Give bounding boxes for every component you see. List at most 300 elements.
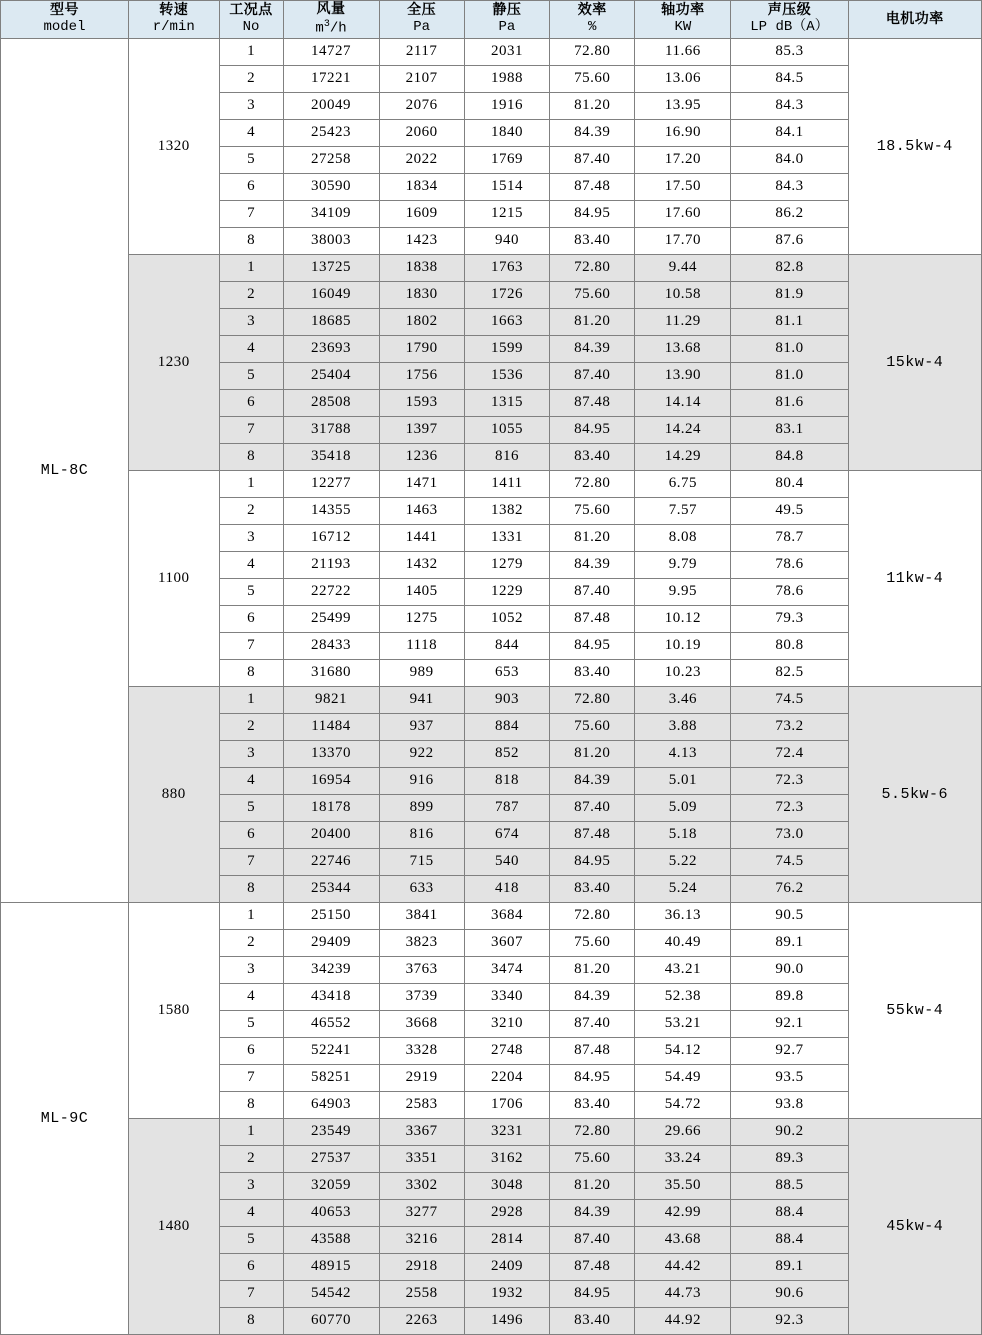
cell-efficiency: 72.80 — [550, 470, 635, 497]
cell-efficiency: 75.60 — [550, 929, 635, 956]
cell-operating-point: 6 — [219, 605, 283, 632]
cell-airflow: 54542 — [283, 1280, 379, 1307]
cell-efficiency: 84.39 — [550, 551, 635, 578]
cell-shaft-power: 3.88 — [635, 713, 731, 740]
cell-total-pressure: 633 — [379, 875, 464, 902]
cell-operating-point: 1 — [219, 1118, 283, 1145]
cell-shaft-power: 10.58 — [635, 281, 731, 308]
cell-efficiency: 84.95 — [550, 200, 635, 227]
cell-operating-point: 7 — [219, 200, 283, 227]
cell-operating-point: 7 — [219, 632, 283, 659]
cell-static-pressure: 940 — [464, 227, 549, 254]
cell-total-pressure: 2919 — [379, 1064, 464, 1091]
cell-sound-pressure: 89.8 — [731, 983, 848, 1010]
cell-total-pressure: 2107 — [379, 65, 464, 92]
cell-sound-pressure: 83.1 — [731, 416, 848, 443]
cell-operating-point: 1 — [219, 254, 283, 281]
cell-efficiency: 87.40 — [550, 578, 635, 605]
cell-static-pressure: 1599 — [464, 335, 549, 362]
cell-sound-pressure: 84.3 — [731, 173, 848, 200]
cell-operating-point: 4 — [219, 335, 283, 362]
cell-total-pressure: 3739 — [379, 983, 464, 1010]
header-total-pressure: 全压 Pa — [379, 1, 464, 39]
cell-sound-pressure: 88.4 — [731, 1226, 848, 1253]
header-motor-power: 电机功率 — [848, 1, 981, 39]
cell-shaft-power: 10.23 — [635, 659, 731, 686]
cell-operating-point: 5 — [219, 362, 283, 389]
cell-sound-pressure: 84.8 — [731, 443, 848, 470]
cell-shaft-power: 6.75 — [635, 470, 731, 497]
cell-operating-point: 4 — [219, 767, 283, 794]
cell-efficiency: 83.40 — [550, 227, 635, 254]
cell-operating-point: 2 — [219, 713, 283, 740]
cell-airflow: 11484 — [283, 713, 379, 740]
cell-airflow: 60770 — [283, 1307, 379, 1334]
cell-static-pressure: 540 — [464, 848, 549, 875]
cell-airflow: 34109 — [283, 200, 379, 227]
cell-efficiency: 83.40 — [550, 443, 635, 470]
cell-shaft-power: 7.57 — [635, 497, 731, 524]
cell-airflow: 12277 — [283, 470, 379, 497]
cell-static-pressure: 1229 — [464, 578, 549, 605]
cell-operating-point: 8 — [219, 659, 283, 686]
cell-efficiency: 83.40 — [550, 875, 635, 902]
cell-static-pressure: 787 — [464, 794, 549, 821]
cell-motor-power: 55kw-4 — [848, 902, 981, 1118]
cell-efficiency: 87.40 — [550, 794, 635, 821]
cell-operating-point: 6 — [219, 389, 283, 416]
cell-airflow: 13370 — [283, 740, 379, 767]
cell-sound-pressure: 78.6 — [731, 551, 848, 578]
cell-shaft-power: 4.13 — [635, 740, 731, 767]
cell-efficiency: 87.40 — [550, 362, 635, 389]
cell-sound-pressure: 86.2 — [731, 200, 848, 227]
cell-airflow: 58251 — [283, 1064, 379, 1091]
cell-operating-point: 8 — [219, 1307, 283, 1334]
cell-operating-point: 4 — [219, 983, 283, 1010]
cell-static-pressure: 3048 — [464, 1172, 549, 1199]
cell-efficiency: 87.48 — [550, 1037, 635, 1064]
cell-sound-pressure: 88.4 — [731, 1199, 848, 1226]
cell-efficiency: 87.40 — [550, 1226, 635, 1253]
cell-airflow: 43418 — [283, 983, 379, 1010]
cell-shaft-power: 54.12 — [635, 1037, 731, 1064]
cell-operating-point: 7 — [219, 1280, 283, 1307]
cell-total-pressure: 1236 — [379, 443, 464, 470]
cell-shaft-power: 17.50 — [635, 173, 731, 200]
cell-shaft-power: 5.18 — [635, 821, 731, 848]
cell-shaft-power: 13.90 — [635, 362, 731, 389]
cell-sound-pressure: 88.5 — [731, 1172, 848, 1199]
cell-efficiency: 81.20 — [550, 92, 635, 119]
cell-sound-pressure: 72.3 — [731, 767, 848, 794]
cell-shaft-power: 44.73 — [635, 1280, 731, 1307]
cell-shaft-power: 44.92 — [635, 1307, 731, 1334]
cell-airflow: 31680 — [283, 659, 379, 686]
cell-static-pressure: 818 — [464, 767, 549, 794]
cell-static-pressure: 816 — [464, 443, 549, 470]
cell-efficiency: 72.80 — [550, 1118, 635, 1145]
cell-sound-pressure: 93.5 — [731, 1064, 848, 1091]
cell-sound-pressure: 81.9 — [731, 281, 848, 308]
cell-total-pressure: 2918 — [379, 1253, 464, 1280]
cell-shaft-power: 11.66 — [635, 38, 731, 65]
cell-efficiency: 84.39 — [550, 119, 635, 146]
cell-efficiency: 87.48 — [550, 821, 635, 848]
cell-airflow: 13725 — [283, 254, 379, 281]
cell-airflow: 27258 — [283, 146, 379, 173]
cell-efficiency: 72.80 — [550, 686, 635, 713]
cell-total-pressure: 937 — [379, 713, 464, 740]
cell-airflow: 25344 — [283, 875, 379, 902]
cell-operating-point: 2 — [219, 65, 283, 92]
cell-efficiency: 84.39 — [550, 335, 635, 362]
header-efficiency: 效率 % — [550, 1, 635, 39]
cell-total-pressure: 816 — [379, 821, 464, 848]
cell-sound-pressure: 93.8 — [731, 1091, 848, 1118]
header-speed: 转速 r/min — [128, 1, 219, 39]
table-header — [1, 1, 982, 39]
cell-airflow: 30590 — [283, 173, 379, 200]
cell-airflow: 25404 — [283, 362, 379, 389]
cell-static-pressure: 653 — [464, 659, 549, 686]
cell-efficiency: 83.40 — [550, 1307, 635, 1334]
cell-efficiency: 87.48 — [550, 1253, 635, 1280]
cell-total-pressure: 3763 — [379, 956, 464, 983]
cell-shaft-power: 5.09 — [635, 794, 731, 821]
cell-shaft-power: 10.12 — [635, 605, 731, 632]
cell-efficiency: 87.48 — [550, 605, 635, 632]
cell-motor-power: 5.5kw-6 — [848, 686, 981, 902]
cell-shaft-power: 9.79 — [635, 551, 731, 578]
cell-total-pressure: 3823 — [379, 929, 464, 956]
cell-efficiency: 84.95 — [550, 848, 635, 875]
cell-total-pressure: 3841 — [379, 902, 464, 929]
cell-total-pressure: 2558 — [379, 1280, 464, 1307]
cell-operating-point: 3 — [219, 92, 283, 119]
cell-operating-point: 8 — [219, 443, 283, 470]
cell-operating-point: 8 — [219, 1091, 283, 1118]
cell-airflow: 22722 — [283, 578, 379, 605]
cell-total-pressure: 2060 — [379, 119, 464, 146]
cell-static-pressure: 3474 — [464, 956, 549, 983]
cell-motor-power: 15kw-4 — [848, 254, 981, 470]
cell-static-pressure: 1726 — [464, 281, 549, 308]
header-airflow: 风量 $m^3/h$ — [283, 1, 379, 39]
cell-total-pressure: 1756 — [379, 362, 464, 389]
cell-efficiency: 83.40 — [550, 659, 635, 686]
cell-sound-pressure: 76.2 — [731, 875, 848, 902]
header-operating-point: 工况点 No — [219, 1, 283, 39]
cell-efficiency: 72.80 — [550, 902, 635, 929]
cell-shaft-power: 43.21 — [635, 956, 731, 983]
cell-static-pressure: 1315 — [464, 389, 549, 416]
cell-speed: 1100 — [128, 470, 219, 686]
cell-efficiency: 72.80 — [550, 254, 635, 281]
cell-sound-pressure: 84.1 — [731, 119, 848, 146]
cell-total-pressure: 3302 — [379, 1172, 464, 1199]
cell-shaft-power: 42.99 — [635, 1199, 731, 1226]
cell-static-pressure: 903 — [464, 686, 549, 713]
cell-shaft-power: 53.21 — [635, 1010, 731, 1037]
table-row — [1, 470, 982, 497]
cell-shaft-power: 40.49 — [635, 929, 731, 956]
cell-airflow: 38003 — [283, 227, 379, 254]
cell-total-pressure: 922 — [379, 740, 464, 767]
cell-total-pressure: 1275 — [379, 605, 464, 632]
cell-speed: 1480 — [128, 1118, 219, 1334]
cell-shaft-power: 13.68 — [635, 335, 731, 362]
cell-airflow: 21193 — [283, 551, 379, 578]
cell-static-pressure: 3210 — [464, 1010, 549, 1037]
header-model: 型号 model — [1, 1, 129, 39]
cell-total-pressure: 3367 — [379, 1118, 464, 1145]
cell-static-pressure: 2748 — [464, 1037, 549, 1064]
cell-efficiency: 87.40 — [550, 1010, 635, 1037]
cell-airflow: 28508 — [283, 389, 379, 416]
cell-operating-point: 5 — [219, 146, 283, 173]
cell-operating-point: 6 — [219, 173, 283, 200]
cell-efficiency: 84.95 — [550, 1064, 635, 1091]
cell-total-pressure: 2583 — [379, 1091, 464, 1118]
cell-operating-point: 2 — [219, 929, 283, 956]
cell-total-pressure: 3351 — [379, 1145, 464, 1172]
cell-static-pressure: 3162 — [464, 1145, 549, 1172]
cell-efficiency: 75.60 — [550, 1145, 635, 1172]
cell-total-pressure: 3668 — [379, 1010, 464, 1037]
cell-shaft-power: 33.24 — [635, 1145, 731, 1172]
cell-sound-pressure: 72.3 — [731, 794, 848, 821]
cell-sound-pressure: 81.0 — [731, 362, 848, 389]
cell-efficiency: 75.60 — [550, 497, 635, 524]
cell-operating-point: 7 — [219, 1064, 283, 1091]
cell-static-pressure: 2031 — [464, 38, 549, 65]
cell-shaft-power: 17.20 — [635, 146, 731, 173]
cell-sound-pressure: 80.4 — [731, 470, 848, 497]
cell-sound-pressure: 79.3 — [731, 605, 848, 632]
table-body — [1, 38, 982, 1334]
cell-operating-point: 1 — [219, 902, 283, 929]
header-airflow-unit: $m^3/h$ — [315, 18, 347, 37]
cell-efficiency: 84.95 — [550, 632, 635, 659]
cell-static-pressure: 844 — [464, 632, 549, 659]
cell-sound-pressure: 84.3 — [731, 92, 848, 119]
cell-speed: 1320 — [128, 38, 219, 254]
cell-total-pressure: 1118 — [379, 632, 464, 659]
cell-airflow: 29409 — [283, 929, 379, 956]
cell-total-pressure: 989 — [379, 659, 464, 686]
cell-operating-point: 3 — [219, 308, 283, 335]
cell-airflow: 31788 — [283, 416, 379, 443]
cell-airflow: 9821 — [283, 686, 379, 713]
cell-sound-pressure: 74.5 — [731, 848, 848, 875]
cell-shaft-power: 14.24 — [635, 416, 731, 443]
cell-static-pressure: 1706 — [464, 1091, 549, 1118]
cell-total-pressure: 1790 — [379, 335, 464, 362]
cell-sound-pressure: 90.0 — [731, 956, 848, 983]
cell-speed: 1580 — [128, 902, 219, 1118]
cell-operating-point: 5 — [219, 794, 283, 821]
cell-sound-pressure: 80.8 — [731, 632, 848, 659]
cell-operating-point: 2 — [219, 497, 283, 524]
cell-efficiency: 75.60 — [550, 65, 635, 92]
cell-airflow: 64903 — [283, 1091, 379, 1118]
cell-shaft-power: 5.22 — [635, 848, 731, 875]
cell-static-pressure: 418 — [464, 875, 549, 902]
cell-operating-point: 6 — [219, 1037, 283, 1064]
cell-airflow: 17221 — [283, 65, 379, 92]
cell-shaft-power: 5.01 — [635, 767, 731, 794]
cell-shaft-power: 13.06 — [635, 65, 731, 92]
cell-airflow: 23549 — [283, 1118, 379, 1145]
cell-operating-point: 2 — [219, 1145, 283, 1172]
cell-shaft-power: 14.29 — [635, 443, 731, 470]
cell-shaft-power: 10.19 — [635, 632, 731, 659]
cell-airflow: 18178 — [283, 794, 379, 821]
cell-static-pressure: 1763 — [464, 254, 549, 281]
cell-sound-pressure: 81.1 — [731, 308, 848, 335]
cell-airflow: 52241 — [283, 1037, 379, 1064]
cell-operating-point: 3 — [219, 956, 283, 983]
cell-total-pressure: 1802 — [379, 308, 464, 335]
cell-motor-power: 18.5kw-4 — [848, 38, 981, 254]
cell-sound-pressure: 87.6 — [731, 227, 848, 254]
cell-total-pressure: 1432 — [379, 551, 464, 578]
cell-efficiency: 81.20 — [550, 740, 635, 767]
cell-sound-pressure: 90.2 — [731, 1118, 848, 1145]
cell-operating-point: 4 — [219, 551, 283, 578]
cell-shaft-power: 14.14 — [635, 389, 731, 416]
table-row — [1, 254, 982, 281]
cell-operating-point: 3 — [219, 524, 283, 551]
cell-sound-pressure: 92.7 — [731, 1037, 848, 1064]
cell-operating-point: 5 — [219, 1226, 283, 1253]
cell-static-pressure: 1496 — [464, 1307, 549, 1334]
cell-model: ML-9C — [1, 902, 129, 1334]
cell-static-pressure: 1382 — [464, 497, 549, 524]
cell-static-pressure: 1663 — [464, 308, 549, 335]
cell-static-pressure: 1840 — [464, 119, 549, 146]
cell-sound-pressure: 90.6 — [731, 1280, 848, 1307]
cell-total-pressure: 916 — [379, 767, 464, 794]
cell-speed: 880 — [128, 686, 219, 902]
cell-airflow: 16954 — [283, 767, 379, 794]
cell-sound-pressure: 72.4 — [731, 740, 848, 767]
cell-static-pressure: 3340 — [464, 983, 549, 1010]
cell-operating-point: 1 — [219, 686, 283, 713]
cell-static-pressure: 2928 — [464, 1199, 549, 1226]
cell-shaft-power: 8.08 — [635, 524, 731, 551]
cell-operating-point: 8 — [219, 227, 283, 254]
cell-static-pressure: 3684 — [464, 902, 549, 929]
cell-total-pressure: 941 — [379, 686, 464, 713]
cell-operating-point: 1 — [219, 470, 283, 497]
cell-sound-pressure: 82.8 — [731, 254, 848, 281]
cell-static-pressure: 1769 — [464, 146, 549, 173]
header-static-pressure: 静压 Pa — [464, 1, 549, 39]
cell-operating-point: 4 — [219, 1199, 283, 1226]
cell-shaft-power: 36.13 — [635, 902, 731, 929]
cell-shaft-power: 54.72 — [635, 1091, 731, 1118]
cell-total-pressure: 3277 — [379, 1199, 464, 1226]
header-sound-pressure: 声压级 LP dB（A） — [731, 1, 848, 39]
cell-static-pressure: 1331 — [464, 524, 549, 551]
cell-sound-pressure: 89.1 — [731, 1253, 848, 1280]
cell-sound-pressure: 92.1 — [731, 1010, 848, 1037]
cell-airflow: 16049 — [283, 281, 379, 308]
cell-total-pressure: 1463 — [379, 497, 464, 524]
cell-shaft-power: 44.42 — [635, 1253, 731, 1280]
cell-airflow: 28433 — [283, 632, 379, 659]
cell-operating-point: 5 — [219, 1010, 283, 1037]
cell-static-pressure: 1988 — [464, 65, 549, 92]
cell-efficiency: 75.60 — [550, 713, 635, 740]
cell-static-pressure: 1536 — [464, 362, 549, 389]
header-row — [1, 1, 982, 39]
cell-airflow: 22746 — [283, 848, 379, 875]
table-row — [1, 38, 982, 65]
cell-static-pressure: 1052 — [464, 605, 549, 632]
cell-static-pressure: 1932 — [464, 1280, 549, 1307]
cell-static-pressure: 3607 — [464, 929, 549, 956]
cell-model: ML-8C — [1, 38, 129, 902]
cell-operating-point: 2 — [219, 281, 283, 308]
cell-shaft-power: 54.49 — [635, 1064, 731, 1091]
cell-total-pressure: 2117 — [379, 38, 464, 65]
cell-operating-point: 6 — [219, 1253, 283, 1280]
cell-speed: 1230 — [128, 254, 219, 470]
cell-airflow: 23693 — [283, 335, 379, 362]
cell-operating-point: 5 — [219, 578, 283, 605]
cell-sound-pressure: 74.5 — [731, 686, 848, 713]
cell-efficiency: 72.80 — [550, 38, 635, 65]
cell-sound-pressure: 78.7 — [731, 524, 848, 551]
cell-sound-pressure: 84.5 — [731, 65, 848, 92]
cell-airflow: 27537 — [283, 1145, 379, 1172]
cell-shaft-power: 17.70 — [635, 227, 731, 254]
cell-static-pressure: 2409 — [464, 1253, 549, 1280]
cell-efficiency: 84.95 — [550, 416, 635, 443]
cell-static-pressure: 1916 — [464, 92, 549, 119]
cell-operating-point: 1 — [219, 38, 283, 65]
cell-sound-pressure: 81.0 — [731, 335, 848, 362]
cell-operating-point: 8 — [219, 875, 283, 902]
cell-sound-pressure: 89.3 — [731, 1145, 848, 1172]
cell-airflow: 14355 — [283, 497, 379, 524]
cell-shaft-power: 9.44 — [635, 254, 731, 281]
cell-airflow: 43588 — [283, 1226, 379, 1253]
cell-efficiency: 83.40 — [550, 1091, 635, 1118]
cell-efficiency: 84.39 — [550, 1199, 635, 1226]
cell-efficiency: 84.39 — [550, 767, 635, 794]
cell-shaft-power: 35.50 — [635, 1172, 731, 1199]
table-row — [1, 686, 982, 713]
cell-sound-pressure: 85.3 — [731, 38, 848, 65]
cell-static-pressure: 1514 — [464, 173, 549, 200]
cell-total-pressure: 1834 — [379, 173, 464, 200]
cell-airflow: 16712 — [283, 524, 379, 551]
cell-motor-power: 11kw-4 — [848, 470, 981, 686]
cell-shaft-power: 16.90 — [635, 119, 731, 146]
cell-airflow: 34239 — [283, 956, 379, 983]
cell-total-pressure: 2076 — [379, 92, 464, 119]
cell-total-pressure: 2022 — [379, 146, 464, 173]
cell-sound-pressure: 84.0 — [731, 146, 848, 173]
cell-total-pressure: 3216 — [379, 1226, 464, 1253]
cell-sound-pressure: 89.1 — [731, 929, 848, 956]
cell-sound-pressure: 92.3 — [731, 1307, 848, 1334]
table-row — [1, 1118, 982, 1145]
